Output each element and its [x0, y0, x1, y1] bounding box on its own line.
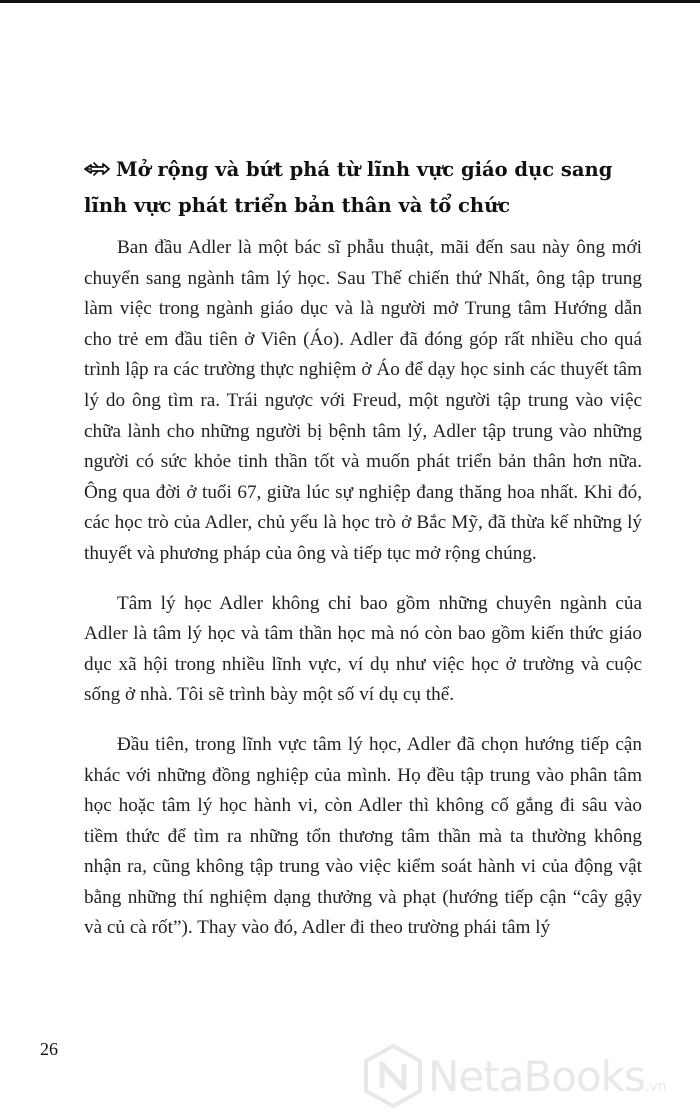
paragraph-3: Đầu tiên, trong lĩnh vực tâm lý học, Adler đã chọn hướng tiếp cận khác với những đồng nghiệp của mình. Họ đều tập trung vào phân tâm học hoặc tâm lý học hành vi, còn Adler thì không cố gắng đi sâu vào tiềm thức để tìm ra những tổn thương tâm thần mà ta thường không nhận ra, cũng không tập trung vào việc kiểm soát hành vi của động vật bằng những thí nghiệm dạng thưởng và phạt (hướng tiếp cận “cây gậy và củ cà rốt”). Thay vào đó, Adler đi theo trường phái tâm lý	[84, 733, 642, 939]
hand-pointer-icon	[84, 154, 110, 172]
section-heading	[84, 152, 644, 224]
body-text	[84, 233, 642, 963]
section-heading-text: Mở rộng và bứt phá từ lĩnh vực giáo dục sang lĩnh vực phát triển bản thân và tổ chức	[84, 158, 613, 217]
watermark-brand: NetaBooks	[428, 1052, 645, 1101]
page-number: 26	[40, 1039, 58, 1059]
watermark	[362, 1044, 692, 1108]
paragraph-1: Ban đầu Adler là một bác sĩ phẫu thuật, mãi đến sau này ông mới chuyển sang ngành tâm lý học. Sau Thế chiến thứ Nhất, ông tập trung làm việc trong ngành giáo dục và là người mở Trung tâm Hướng dẫn cho trẻ em đầu tiên ở Viên (Áo). Adler đã đóng góp rất nhiều cho quá trình lập ra các trường thực nghiệm ở Áo để dạy học sinh các thuyết tâm lý do ông tìm ra. Trái ngược với Freud, một người tập trung vào việc chữa lành cho những người bị bệnh tâm lý, Adler tập trung vào những người có sức khỏe tinh thần tốt và muốn phát triển bản thân hơn nữa. Ông qua đời ở tuổi 67, giữa lúc sự nghiệp đang thăng hoa nhất. Khi đó, các học trò của Adler, chủ yếu là học trò ở Bắc Mỹ, đã thừa kế những lý thuyết và phương pháp của ông và tiếp tục mở rộng chúng.	[84, 237, 642, 564]
netabooks-logo-icon	[362, 1044, 424, 1108]
watermark-suffix: .vn	[644, 1079, 667, 1095]
paragraph-2: Tâm lý học Adler không chỉ bao gồm những chuyên ngành của Adler là tâm lý học và tâm thần học mà nó còn bao gồm kiến thức giáo dục xã hội trong nhiều lĩnh vực, ví dụ như việc học ở trường và cuộc sống ở nhà. Tôi sẽ trình bày một số ví dụ cụ thể.	[84, 592, 642, 706]
top-rule	[0, 0, 700, 3]
watermark-text	[428, 1052, 666, 1101]
